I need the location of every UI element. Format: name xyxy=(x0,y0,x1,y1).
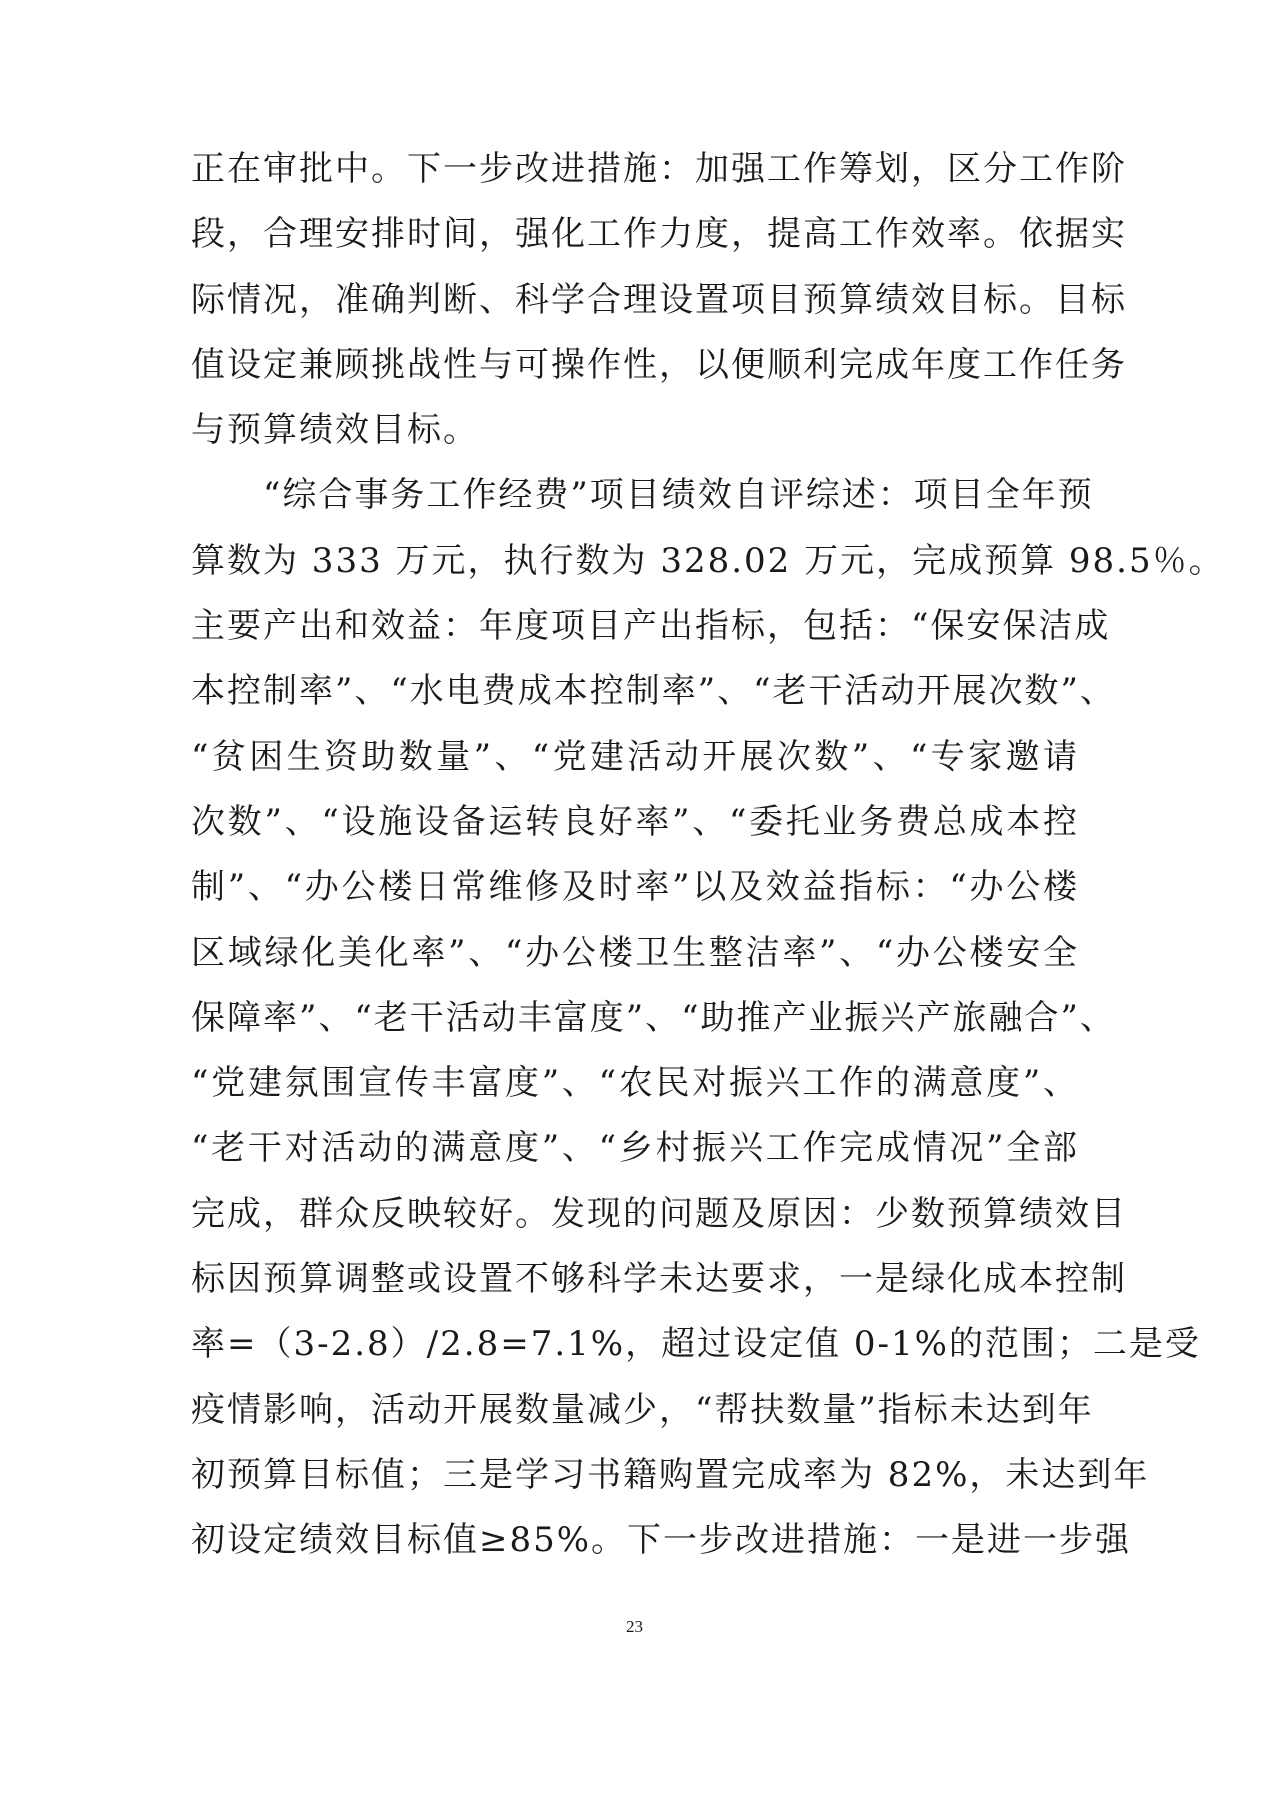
text-line: 段，合理安排时间，强化工作力度，提高工作效率。依据实 xyxy=(191,214,1127,255)
text-line: 疫情影响，活动开展数量减少，“帮扶数量”指标未达到年 xyxy=(191,1389,1094,1430)
text-line: 标因预算调整或设置不够科学未达要求，一是绿化成本控制 xyxy=(191,1259,1127,1300)
text-line: 正在审批中。下一步改进措施：加强工作筹划，区分工作阶 xyxy=(191,149,1127,189)
text-line: 值设定兼顾挑战性与可操作性，以便顺利完成年度工作任务 xyxy=(191,344,1127,385)
text-line: 率=（3-2.8）/2.8=7.1%，超过设定值 0-1%的范围；二是受 xyxy=(191,1324,1201,1365)
text-line: 次数”、“设施设备运转良好率”、“委托业务费总成本控 xyxy=(191,801,1079,842)
text-line: 区域绿化美化率”、“办公楼卫生整洁率”、“办公楼安全 xyxy=(191,932,1079,973)
text-line: 制”、“办公楼日常维修及时率”以及效益指标：“办公楼 xyxy=(191,867,1079,908)
text-line: 际情况，准确判断、科学合理设置项目预算绩效目标。目标 xyxy=(191,279,1127,320)
text-line: “综合事务工作经费”项目绩效自评综述：项目全年预 xyxy=(191,475,1094,516)
text-line: 与预算绩效目标。 xyxy=(191,410,479,451)
text-line: 算数为 333 万元，执行数为 328.02 万元，完成预算 98.5％。 xyxy=(191,540,1225,581)
body-text xyxy=(191,137,1225,1574)
text-line: “党建氛围宣传丰富度”、“农民对振兴工作的满意度”、 xyxy=(191,1063,1079,1104)
text-line: 本控制率”、“水电费成本控制率”、“老干活动开展次数”、 xyxy=(191,671,1116,712)
text-line: 初设定绩效目标值≥85%。下一步改进措施：一是进一步强 xyxy=(191,1520,1132,1561)
text-line: 保障率”、“老干活动丰富度”、“助推产业振兴产旅融合”、 xyxy=(191,997,1116,1038)
text-line: “贫困生资助数量”、“党建活动开展次数”、“专家邀请 xyxy=(191,736,1079,777)
text-line: “老干对活动的满意度”、“乡村振兴工作完成情况”全部 xyxy=(191,1128,1079,1169)
page-number: 23 xyxy=(626,1617,643,1636)
text-line: 完成，群众反映较好。发现的问题及原因：少数预算绩效目 xyxy=(191,1193,1127,1234)
text-line: 主要产出和效益：年度项目产出指标，包括：“保安保洁成 xyxy=(191,606,1111,647)
text-line: 初预算目标值；三是学习书籍购置完成率为 82%，未达到年 xyxy=(191,1454,1150,1495)
